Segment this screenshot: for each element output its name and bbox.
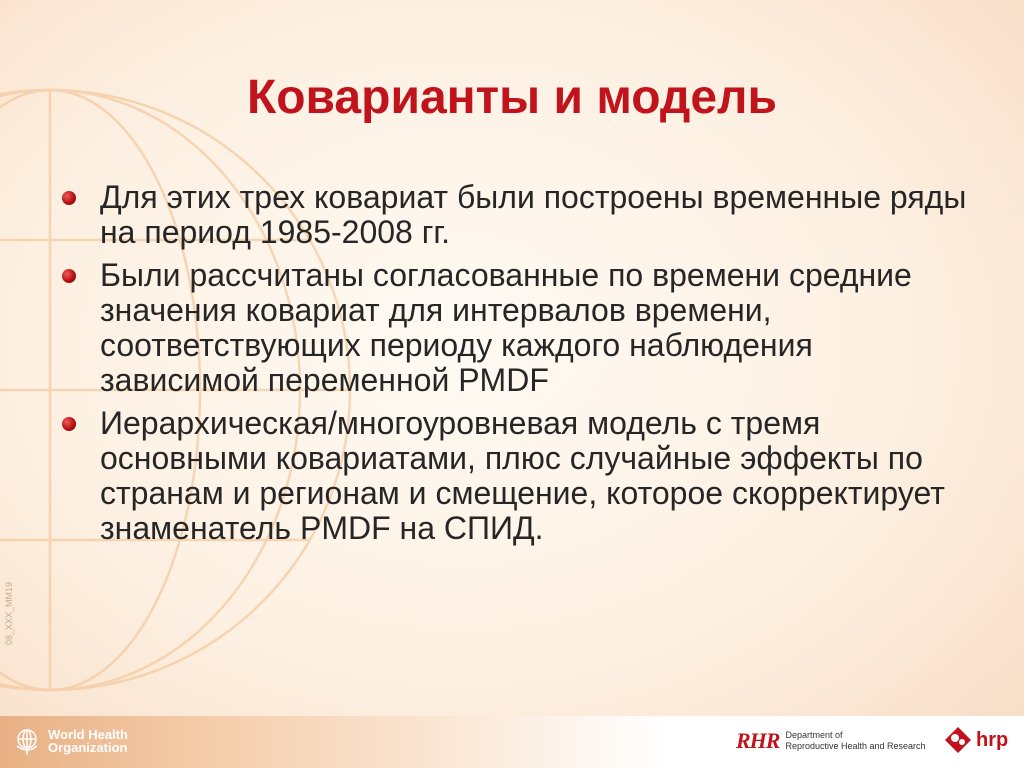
who-line-2: Organization	[48, 740, 128, 755]
bullet-text: Иерархическая/многоуровневая модель с тремя основными ковариатами, плюс случайные эффекты по странам и регионам и смещение, которое скорректирует знаменатель PMDF на СПИД.	[100, 405, 945, 546]
hrp-logo-icon	[943, 725, 973, 755]
who-name	[48, 728, 128, 754]
rhr-logo	[736, 728, 926, 754]
slide-code: 08_XXX_MM19	[4, 581, 14, 645]
rhr-mark: RHR	[736, 728, 780, 753]
who-logo	[12, 726, 128, 756]
rhr-line-1: Department of	[785, 730, 843, 740]
rhr-department	[785, 730, 925, 752]
bullet-list	[60, 180, 980, 554]
who-line-1: World Health	[48, 727, 128, 742]
bullet-marker-icon	[62, 417, 76, 431]
bullet-item	[60, 406, 980, 546]
rhr-line-2: Reproductive Health and Research	[785, 741, 926, 751]
who-emblem-icon	[12, 726, 42, 756]
bullet-marker-icon	[62, 269, 76, 283]
hrp-logo	[943, 725, 1008, 755]
hrp-text: hrp	[976, 728, 1009, 751]
slide-title: Коварианты и модель	[246, 71, 778, 124]
bullet-text: Для этих трех ковариат были построены временные ряды на период 1985-2008 гг.	[100, 179, 967, 250]
bullet-item	[60, 258, 980, 398]
bullet-text: Были рассчитаны согласованные по времени средние значения ковариат для интервалов времени, соответствующих периоду каждого наблюдения зависимой переменной PMDF	[100, 257, 912, 398]
bullet-marker-icon	[62, 191, 76, 205]
bullet-item	[60, 180, 980, 250]
footer-bar	[0, 716, 1024, 768]
